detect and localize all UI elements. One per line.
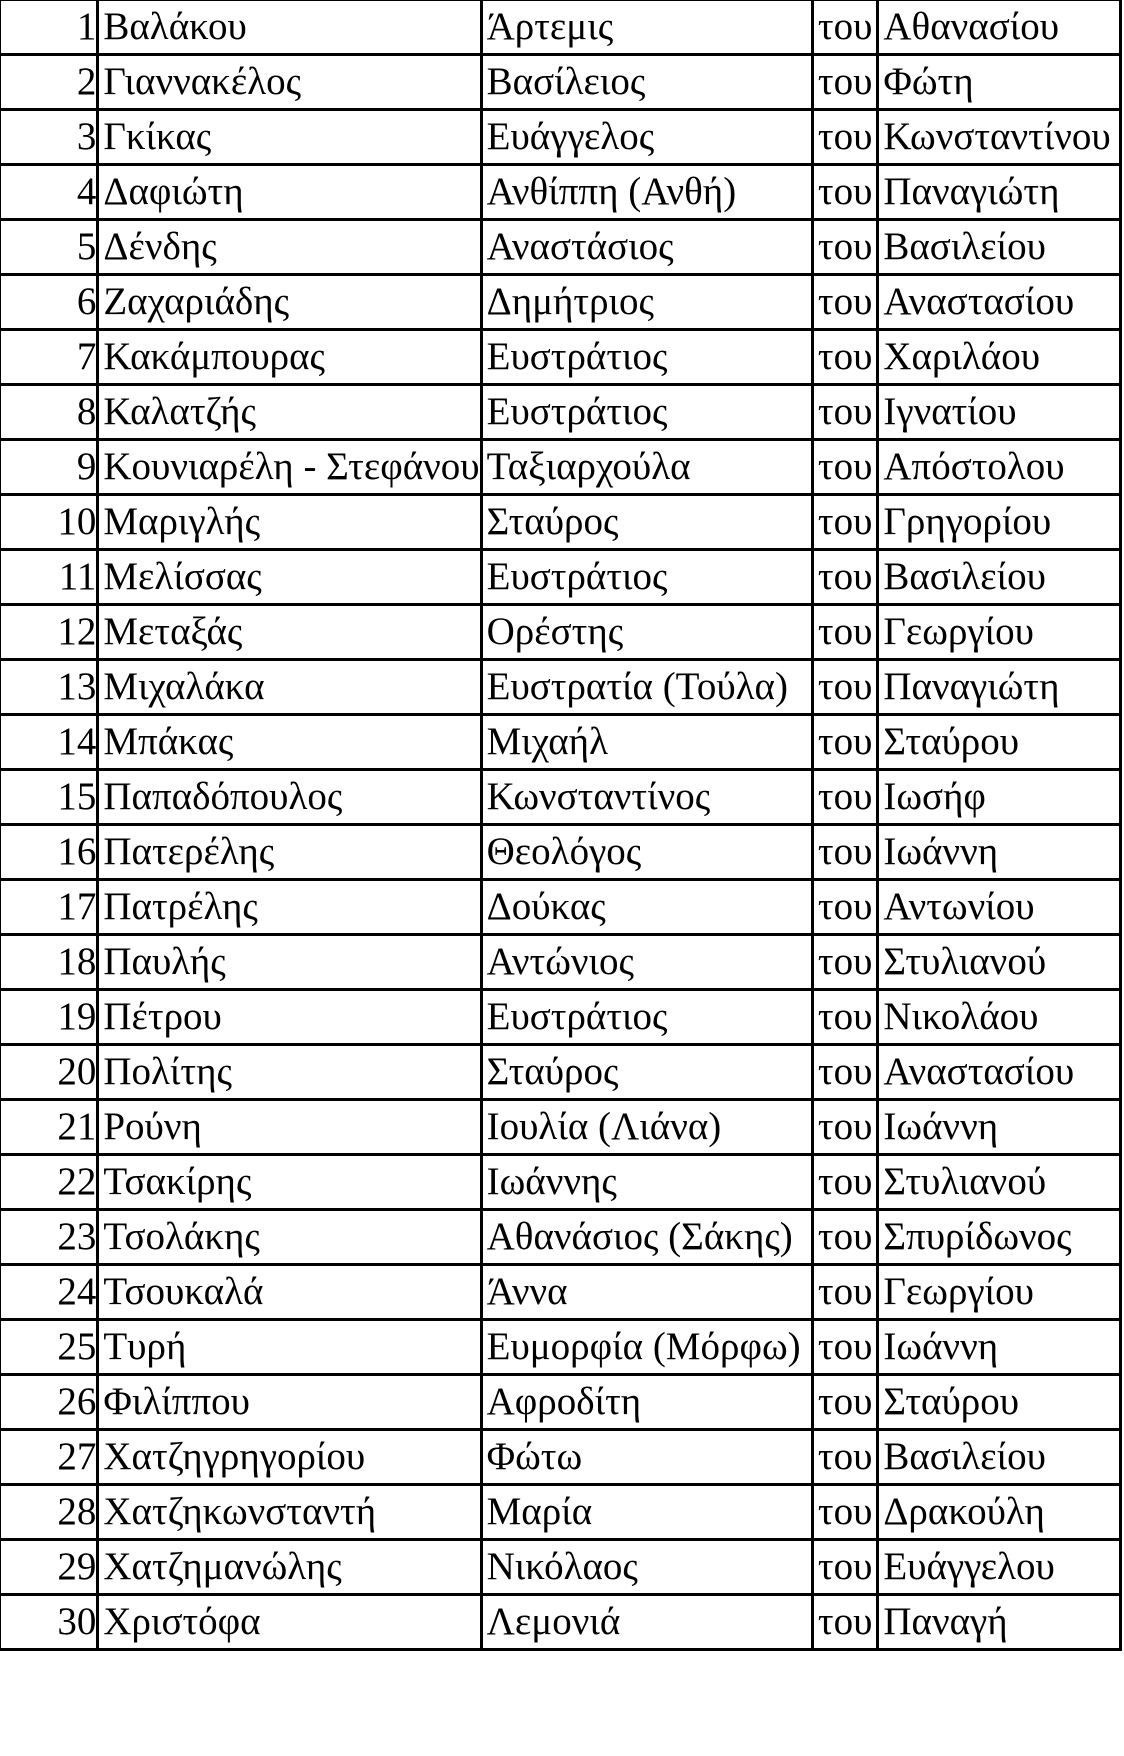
row-number-cell[interactable]: 2 xyxy=(0,55,98,110)
surname-cell[interactable]: Καλατζής xyxy=(98,385,481,440)
father-name-cell[interactable]: Σπυρίδωνος xyxy=(878,1210,1121,1265)
surname-cell[interactable]: Γιαννακέλος xyxy=(98,55,481,110)
row-number-cell[interactable]: 20 xyxy=(0,1045,98,1100)
surname-cell[interactable]: Κουνιαρέλη - Στεφάνου xyxy=(98,440,481,495)
table-row xyxy=(0,1320,1121,1375)
table-row xyxy=(0,660,1121,715)
row-number-cell[interactable]: 3 xyxy=(0,110,98,165)
row-number-cell[interactable]: 24 xyxy=(0,1265,98,1320)
surname-cell[interactable]: Ζαχαριάδης xyxy=(98,275,481,330)
table-row xyxy=(0,1430,1121,1485)
relation-cell[interactable]: του xyxy=(812,1375,877,1430)
surname-cell[interactable]: Χατζηκωνσταντή xyxy=(98,1485,481,1540)
surname-cell[interactable]: Τυρή xyxy=(98,1320,481,1375)
table-row xyxy=(0,165,1121,220)
father-name-cell[interactable]: Στυλιανού xyxy=(878,1155,1121,1210)
table-row xyxy=(0,715,1121,770)
table-row xyxy=(0,275,1121,330)
father-name-cell[interactable]: Αντωνίου xyxy=(878,880,1121,935)
surname-cell[interactable]: Τσακίρης xyxy=(98,1155,481,1210)
father-name-cell[interactable]: Βασιλείου xyxy=(878,1430,1121,1485)
surname-cell[interactable]: Ρούνη xyxy=(98,1100,481,1155)
surname-cell[interactable]: Πολίτης xyxy=(98,1045,481,1100)
father-name-cell[interactable]: Χαριλάου xyxy=(878,330,1121,385)
row-number-cell[interactable]: 18 xyxy=(0,935,98,990)
father-name-cell[interactable]: Αθανασίου xyxy=(878,0,1121,55)
father-name-cell[interactable]: Παναγιώτη xyxy=(878,660,1121,715)
table-row xyxy=(0,220,1121,275)
first-name-cell[interactable]: Αντώνιος xyxy=(481,935,812,990)
row-number-cell[interactable]: 5 xyxy=(0,220,98,275)
relation-cell[interactable]: του xyxy=(812,385,877,440)
father-name-cell[interactable]: Παναγιώτη xyxy=(878,165,1121,220)
relation-cell[interactable]: του xyxy=(812,330,877,385)
first-name-cell[interactable]: Ευμορφία (Μόρφω) xyxy=(481,1320,812,1375)
surname-cell[interactable]: Μελίσσας xyxy=(98,550,481,605)
surname-cell[interactable]: Μαριγλής xyxy=(98,495,481,550)
surname-cell[interactable]: Κακάμπουρας xyxy=(98,330,481,385)
first-name-cell[interactable]: Ιουλία (Λιάνα) xyxy=(481,1100,812,1155)
father-name-cell[interactable]: Γεωργίου xyxy=(878,605,1121,660)
first-name-cell[interactable]: Δούκας xyxy=(481,880,812,935)
surname-cell[interactable]: Τσουκαλά xyxy=(98,1265,481,1320)
first-name-cell[interactable]: Σταύρος xyxy=(481,1045,812,1100)
father-name-cell[interactable]: Απόστολου xyxy=(878,440,1121,495)
table-row xyxy=(0,385,1121,440)
father-name-cell[interactable]: Παναγή xyxy=(878,1595,1121,1650)
father-name-cell[interactable]: Σταύρου xyxy=(878,715,1121,770)
relation-cell[interactable]: του xyxy=(812,1100,877,1155)
relation-cell[interactable]: του xyxy=(812,55,877,110)
table-row xyxy=(0,110,1121,165)
first-name-cell[interactable]: Ταξιαρχούλα xyxy=(481,440,812,495)
row-number-cell[interactable]: 14 xyxy=(0,715,98,770)
relation-cell[interactable]: του xyxy=(812,1595,877,1650)
father-name-cell[interactable]: Ιγνατίου xyxy=(878,385,1121,440)
row-number-cell[interactable]: 9 xyxy=(0,440,98,495)
first-name-cell[interactable]: Σταύρος xyxy=(481,495,812,550)
table-row xyxy=(0,770,1121,825)
relation-cell[interactable]: του xyxy=(812,770,877,825)
first-name-cell[interactable]: Ευστράτιος xyxy=(481,385,812,440)
row-number-cell[interactable]: 26 xyxy=(0,1375,98,1430)
first-name-cell[interactable]: Θεολόγος xyxy=(481,825,812,880)
first-name-cell[interactable]: Ορέστης xyxy=(481,605,812,660)
surname-cell[interactable]: Μπάκας xyxy=(98,715,481,770)
surname-cell[interactable]: Πέτρου xyxy=(98,990,481,1045)
row-number-cell[interactable]: 10 xyxy=(0,495,98,550)
table-row xyxy=(0,605,1121,660)
row-number-cell[interactable]: 28 xyxy=(0,1485,98,1540)
relation-cell[interactable]: του xyxy=(812,550,877,605)
row-number-cell[interactable]: 23 xyxy=(0,1210,98,1265)
row-number-cell[interactable]: 29 xyxy=(0,1540,98,1595)
surname-cell[interactable]: Χριστόφα xyxy=(98,1595,481,1650)
surname-cell[interactable]: Χατζηγρηγορίου xyxy=(98,1430,481,1485)
relation-cell[interactable]: του xyxy=(812,495,877,550)
relation-cell[interactable]: του xyxy=(812,1430,877,1485)
row-number-cell[interactable]: 16 xyxy=(0,825,98,880)
relation-cell[interactable]: του xyxy=(812,605,877,660)
surname-cell[interactable]: Χατζημανώλης xyxy=(98,1540,481,1595)
table-row xyxy=(0,1100,1121,1155)
first-name-cell[interactable]: Κωνσταντίνος xyxy=(481,770,812,825)
row-number-cell[interactable]: 30 xyxy=(0,1595,98,1650)
relation-cell[interactable]: του xyxy=(812,275,877,330)
father-name-cell[interactable]: Γρηγορίου xyxy=(878,495,1121,550)
row-number-cell[interactable]: 22 xyxy=(0,1155,98,1210)
father-name-cell[interactable]: Γεωργίου xyxy=(878,1265,1121,1320)
father-name-cell[interactable]: Βασιλείου xyxy=(878,550,1121,605)
relation-cell[interactable]: του xyxy=(812,660,877,715)
relation-cell[interactable]: του xyxy=(812,990,877,1045)
table-row xyxy=(0,440,1121,495)
father-name-cell[interactable]: Στυλιανού xyxy=(878,935,1121,990)
row-number-cell[interactable]: 11 xyxy=(0,550,98,605)
first-name-cell[interactable]: Νικόλαος xyxy=(481,1540,812,1595)
table-row xyxy=(0,825,1121,880)
father-name-cell[interactable]: Κωνσταντίνου xyxy=(878,110,1121,165)
first-name-cell[interactable]: Αθανάσιος (Σάκης) xyxy=(481,1210,812,1265)
table-row xyxy=(0,1485,1121,1540)
surname-cell[interactable]: Δαφιώτη xyxy=(98,165,481,220)
surname-cell[interactable]: Φιλίππου xyxy=(98,1375,481,1430)
table-row xyxy=(0,1045,1121,1100)
relation-cell[interactable]: του xyxy=(812,880,877,935)
first-name-cell[interactable]: Ευστράτιος xyxy=(481,330,812,385)
relation-cell[interactable]: του xyxy=(812,1155,877,1210)
first-name-cell[interactable]: Ανθίππη (Ανθή) xyxy=(481,165,812,220)
relation-cell[interactable]: του xyxy=(812,1045,877,1100)
first-name-cell[interactable]: Μαρία xyxy=(481,1485,812,1540)
table-row xyxy=(0,990,1121,1045)
row-number-cell[interactable]: 13 xyxy=(0,660,98,715)
relation-cell[interactable]: του xyxy=(812,715,877,770)
relation-cell[interactable]: του xyxy=(812,935,877,990)
father-name-cell[interactable]: Ευάγγελου xyxy=(878,1540,1121,1595)
surname-cell[interactable]: Δένδης xyxy=(98,220,481,275)
table-row xyxy=(0,55,1121,110)
table-row xyxy=(0,1155,1121,1210)
row-number-cell[interactable]: 25 xyxy=(0,1320,98,1375)
first-name-cell[interactable]: Αναστάσιος xyxy=(481,220,812,275)
father-name-cell[interactable]: Σταύρου xyxy=(878,1375,1121,1430)
surname-cell[interactable]: Πατρέλης xyxy=(98,880,481,935)
row-number-cell[interactable]: 6 xyxy=(0,275,98,330)
table-row xyxy=(0,1540,1121,1595)
first-name-cell[interactable]: Δημήτριος xyxy=(481,275,812,330)
table-row xyxy=(0,1375,1121,1430)
table-row xyxy=(0,1210,1121,1265)
first-name-cell[interactable]: Ευστράτιος xyxy=(481,550,812,605)
relation-cell[interactable]: του xyxy=(812,1485,877,1540)
row-number-cell[interactable]: 12 xyxy=(0,605,98,660)
first-name-cell[interactable]: Άννα xyxy=(481,1265,812,1320)
table-row xyxy=(0,550,1121,605)
relation-cell[interactable]: του xyxy=(812,1265,877,1320)
table-row xyxy=(0,495,1121,550)
table-row xyxy=(0,880,1121,935)
father-name-cell[interactable]: Αναστασίου xyxy=(878,1045,1121,1100)
father-name-cell[interactable]: Ιωάννη xyxy=(878,1320,1121,1375)
father-name-cell[interactable]: Βασιλείου xyxy=(878,220,1121,275)
row-number-cell[interactable]: 1 xyxy=(0,0,98,55)
relation-cell[interactable]: του xyxy=(812,165,877,220)
first-name-cell[interactable]: Φώτω xyxy=(481,1430,812,1485)
first-name-cell[interactable]: Λεμονιά xyxy=(481,1595,812,1650)
first-name-cell[interactable]: Ευάγγελος xyxy=(481,110,812,165)
father-name-cell[interactable]: Ιωάννη xyxy=(878,825,1121,880)
father-name-cell[interactable]: Ιωσήφ xyxy=(878,770,1121,825)
relation-cell[interactable]: του xyxy=(812,825,877,880)
first-name-cell[interactable]: Ευστρατία (Τούλα) xyxy=(481,660,812,715)
table-row xyxy=(0,330,1121,385)
first-name-cell[interactable]: Βασίλειος xyxy=(481,55,812,110)
surname-cell[interactable]: Παυλής xyxy=(98,935,481,990)
relation-cell[interactable]: του xyxy=(812,440,877,495)
relation-cell[interactable]: του xyxy=(812,110,877,165)
surname-cell[interactable]: Μεταξάς xyxy=(98,605,481,660)
surname-cell[interactable]: Γκίκας xyxy=(98,110,481,165)
row-number-cell[interactable]: 17 xyxy=(0,880,98,935)
first-name-cell[interactable]: Ευστράτιος xyxy=(481,990,812,1045)
father-name-cell[interactable]: Φώτη xyxy=(878,55,1121,110)
row-number-cell[interactable]: 27 xyxy=(0,1430,98,1485)
surname-cell[interactable]: Μιχαλάκα xyxy=(98,660,481,715)
surname-cell[interactable]: Βαλάκου xyxy=(98,0,481,55)
father-name-cell[interactable]: Ιωάννη xyxy=(878,1100,1121,1155)
first-name-cell[interactable]: Άρτεμις xyxy=(481,0,812,55)
row-number-cell[interactable]: 7 xyxy=(0,330,98,385)
table-row xyxy=(0,0,1121,55)
father-name-cell[interactable]: Νικολάου xyxy=(878,990,1121,1045)
relation-cell[interactable]: του xyxy=(812,1320,877,1375)
first-name-cell[interactable]: Αφροδίτη xyxy=(481,1375,812,1430)
first-name-cell[interactable]: Μιχαήλ xyxy=(481,715,812,770)
surname-cell[interactable]: Παπαδόπουλος xyxy=(98,770,481,825)
row-number-cell[interactable]: 21 xyxy=(0,1100,98,1155)
relation-cell[interactable]: του xyxy=(812,220,877,275)
surname-cell[interactable]: Πατερέλης xyxy=(98,825,481,880)
table-row xyxy=(0,935,1121,990)
first-name-cell[interactable]: Ιωάννης xyxy=(481,1155,812,1210)
relation-cell[interactable]: του xyxy=(812,0,877,55)
father-name-cell[interactable]: Αναστασίου xyxy=(878,275,1121,330)
table-row xyxy=(0,1265,1121,1320)
row-number-cell[interactable]: 4 xyxy=(0,165,98,220)
table-row xyxy=(0,1595,1121,1650)
row-number-cell[interactable]: 8 xyxy=(0,385,98,440)
row-number-cell[interactable]: 19 xyxy=(0,990,98,1045)
father-name-cell[interactable]: Δρακούλη xyxy=(878,1485,1121,1540)
relation-cell[interactable]: του xyxy=(812,1210,877,1265)
surname-cell[interactable]: Τσολάκης xyxy=(98,1210,481,1265)
relation-cell[interactable]: του xyxy=(812,1540,877,1595)
row-number-cell[interactable]: 15 xyxy=(0,770,98,825)
